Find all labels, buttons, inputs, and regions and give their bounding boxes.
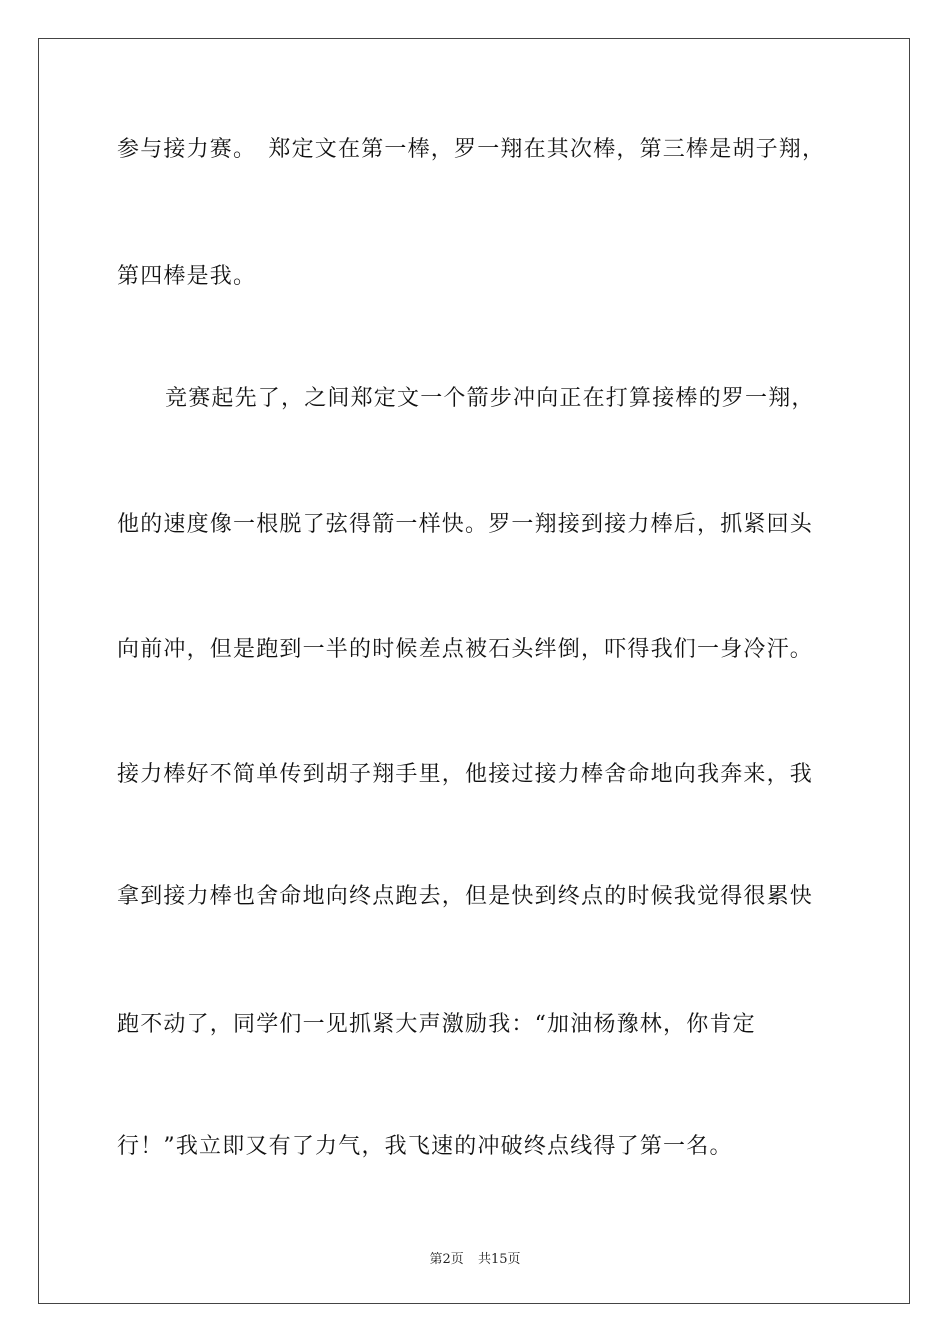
text-line-9: 行！”我立即又有了力气，我飞速的冲破终点线得了第一名。 xyxy=(117,1134,733,1159)
text-line-5: 向前冲，但是跑到一半的时候差点被石头绊倒，吓得我们一身冷汗。 xyxy=(117,637,814,662)
text-line-8: 跑不动了，同学们一见抓紧大声激励我：“加油杨豫林，你肯定 xyxy=(117,1012,756,1037)
text-line-6: 接力棒好不简单传到胡子翔手里，他接过接力棒舍命地向我奔来，我 xyxy=(117,762,814,787)
page-number: 第2页 xyxy=(429,1252,464,1267)
page-footer xyxy=(0,1248,950,1267)
text-line-3: 竞赛起先了，之间郑定文一个箭步冲向正在打算接棒的罗一翔， xyxy=(165,386,815,411)
text-line-1: 参与接力赛。 郑定文在第一棒，罗一翔在其次棒，第三棒是胡子翔， xyxy=(117,137,826,162)
page-border xyxy=(38,38,910,1304)
text-line-7: 拿到接力棒也舍命地向终点跑去，但是快到终点的时候我觉得很累快 xyxy=(117,884,814,909)
text-line-4: 他的速度像一根脱了弦得箭一样快。罗一翔接到接力棒后，抓紧回头 xyxy=(117,512,814,537)
page-total: 共15页 xyxy=(477,1252,521,1267)
text-line-2: 第四棒是我。 xyxy=(117,264,257,289)
